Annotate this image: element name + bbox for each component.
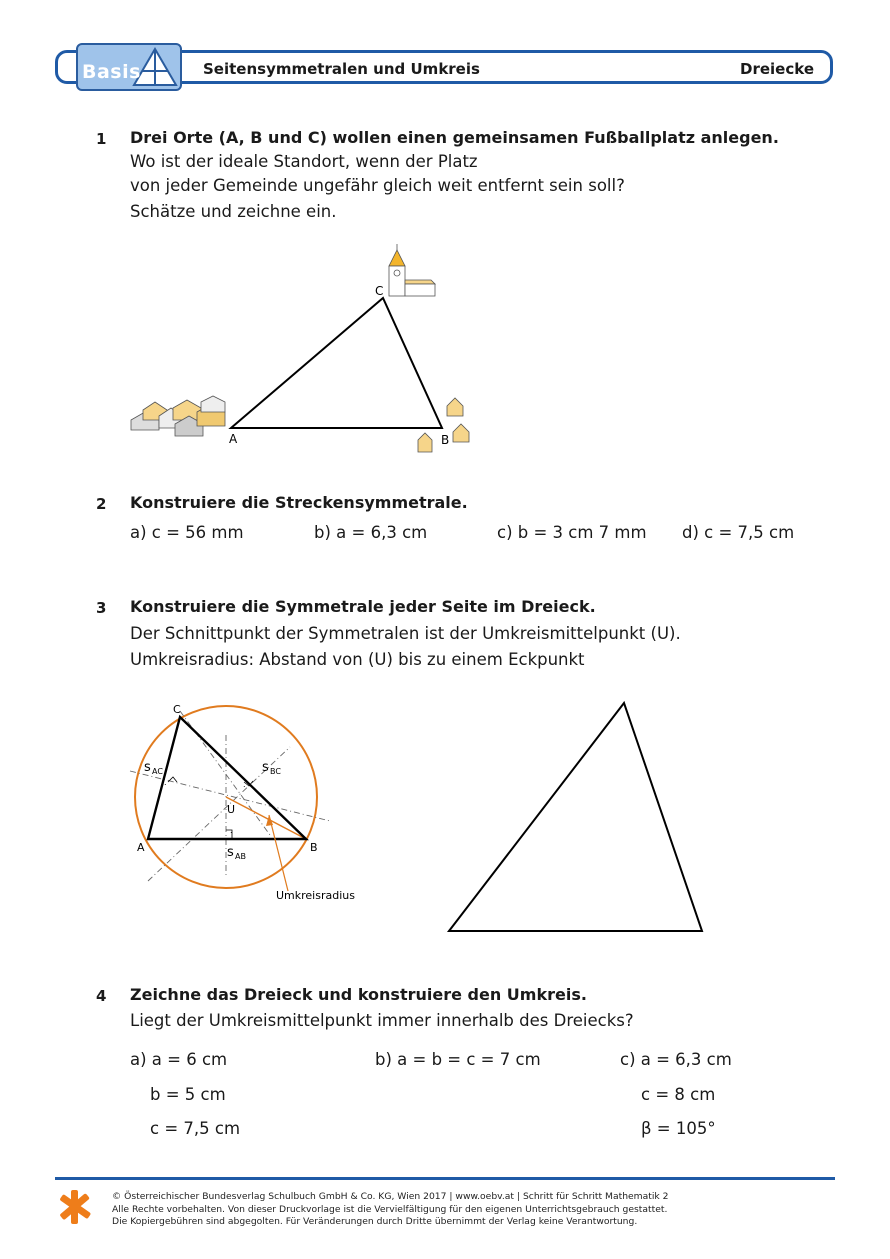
task4-a-1: a) a = 6 cm (130, 1050, 228, 1069)
task1-heading: Drei Orte (A, B und C) wollen einen gemeinsamen Fußballplatz anlegen. (130, 128, 779, 147)
task2-item-d: d) c = 7,5 cm (682, 523, 795, 542)
church-icon (389, 244, 435, 296)
circumcircle-figure (120, 695, 380, 915)
town-triangle (231, 298, 442, 428)
svg-text:.: . (230, 826, 233, 835)
fig-label-u: U (227, 803, 236, 816)
task1-line1: Wo ist der ideale Standort, wenn der Platz (130, 152, 478, 171)
task2-number: 2 (96, 495, 107, 513)
publisher-logo-icon (57, 1188, 93, 1226)
label-c: C (375, 284, 384, 298)
village-icon (131, 396, 225, 436)
task2-item-b: b) a = 6,3 cm (314, 523, 428, 542)
task2-heading: Konstruiere die Streckensymmetrale. (130, 493, 468, 512)
svg-text:.: . (243, 780, 246, 789)
task1-line2: von jeder Gemeinde ungefähr gleich weit entfernt sein soll? (130, 176, 625, 195)
page-title: Seitensymmetralen und Umkreis (203, 60, 480, 78)
fig-label-a: A (137, 841, 145, 854)
footer-line2: Alle Rechte vorbehalten. Von dieser Druckvorlage ist die Vervielfältigung für den eigenen Unterrichtsgebrauch gestattet. (112, 1204, 668, 1215)
task4-a-3: c = 7,5 cm (150, 1119, 241, 1138)
task1-figure (125, 240, 485, 465)
radius-line (226, 797, 306, 839)
task4-b-1: b) a = b = c = 7 cm (375, 1050, 541, 1069)
task3-line1: Der Schnittpunkt der Symmetralen ist der Umkreismittelpunkt (U). (130, 624, 681, 643)
fig-sub-ab: AB (235, 852, 246, 861)
task4-heading: Zeichne das Dreieck und konstruiere den Umkreis. (130, 985, 587, 1004)
task4-c-3: β = 105° (641, 1119, 716, 1138)
fig-label-b: B (310, 841, 318, 854)
label-b: B (441, 433, 450, 447)
task3-line2: Umkreisradius: Abstand von (U) bis zu einem Eckpunkt (130, 650, 585, 669)
footer-line1: © Österreichischer Bundesverlag Schulbuch GmbH & Co. KG, Wien 2017 | www.oebv.at | Schritt für Schritt Mathematik 2 (112, 1191, 669, 1202)
label-a: A (229, 432, 238, 446)
fig-s-bc: s (262, 760, 269, 775)
task4-a-2: b = 5 cm (150, 1085, 226, 1104)
fig-s-ab: s (227, 845, 234, 860)
task3-heading: Konstruiere die Symmetrale jeder Seite im Dreieck. (130, 597, 596, 616)
fig-radius-label: Umkreisradius (276, 889, 355, 902)
task3-triangle (440, 698, 710, 938)
task4-c-2: c = 8 cm (641, 1085, 716, 1104)
fig-s-ac: s (144, 760, 151, 775)
task4-c-1: c) a = 6,3 cm (620, 1050, 732, 1069)
task1-line3: Schätze und zeichne ein. (130, 202, 337, 221)
task4-line1: Liegt der Umkreismittelpunkt immer innerhalb des Dreiecks? (130, 1011, 634, 1030)
radius-pointer (269, 815, 288, 891)
fig-sub-ac: AC (152, 767, 163, 776)
category-label: Dreiecke (740, 60, 814, 78)
task2-item-a: a) c = 56 mm (130, 523, 244, 542)
fig-label-c: C (173, 703, 181, 716)
task1-number: 1 (96, 130, 107, 148)
footer-line3: Die Kopiergebühren sind abgegolten. Für Veränderungen durch Dritte übernimmt der Verlag keine Verantwortung. (112, 1216, 638, 1227)
task2-item-c: c) b = 3 cm 7 mm (497, 523, 647, 542)
badge-label: Basis (82, 61, 141, 83)
footer-divider (55, 1177, 835, 1180)
task4-number: 4 (96, 987, 107, 1005)
fig-sub-bc: BC (270, 767, 281, 776)
task3-number: 3 (96, 599, 107, 617)
svg-text:.: . (164, 778, 167, 787)
